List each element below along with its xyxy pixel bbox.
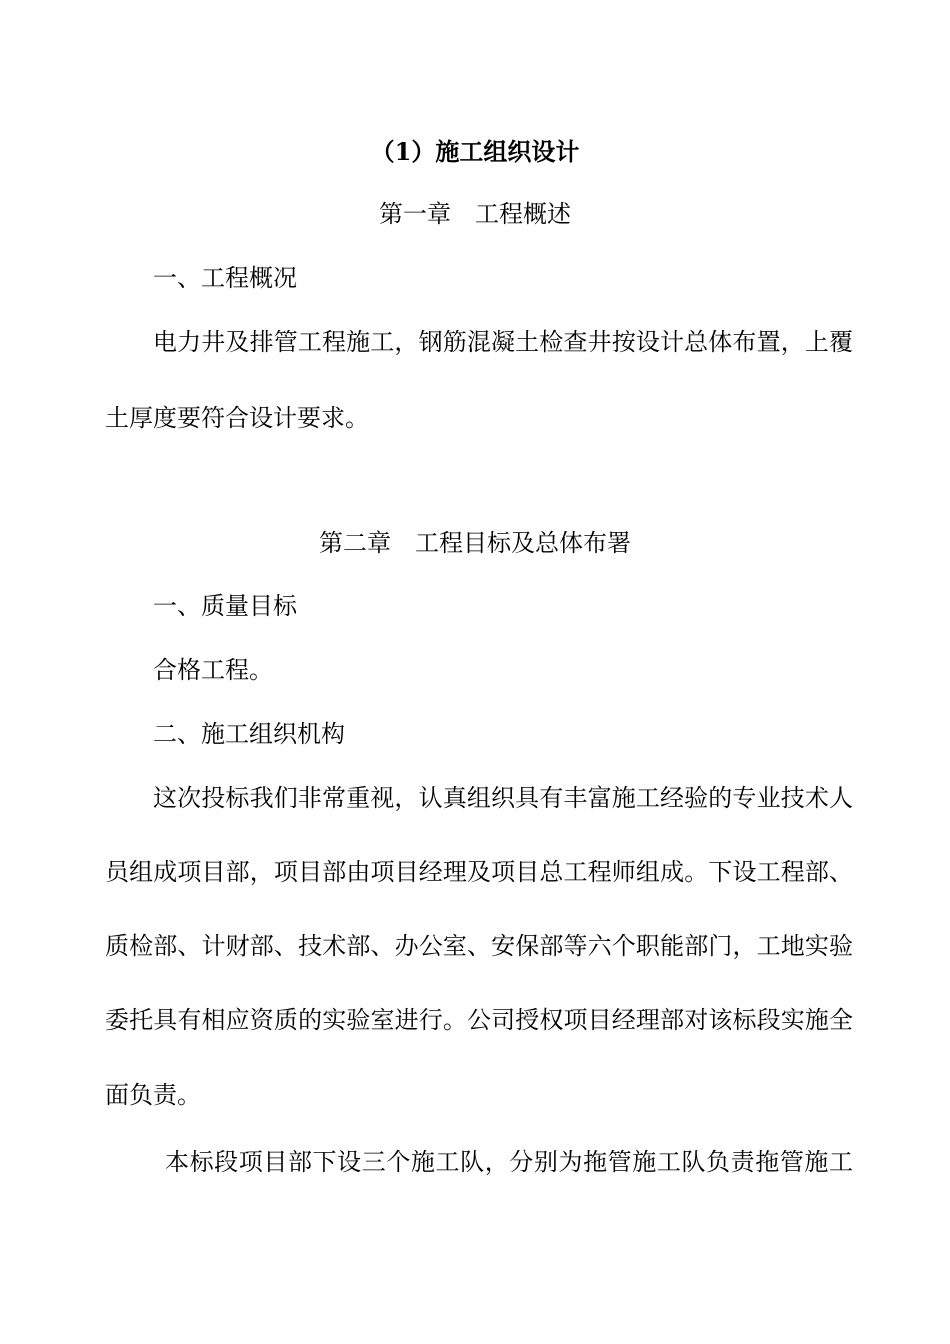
paragraph-line: 本标段项目部下设三个施工队，分别为拖管施工队负责拖管施工 — [165, 1148, 853, 1176]
paragraph-line: 这次投标我们非常重视，认真组织具有丰富施工经验的专业技术人 — [153, 784, 853, 812]
chapter-1-heading: 第一章 工程概述 — [379, 200, 571, 228]
chapter-2-heading: 第二章 工程目标及总体布署 — [319, 529, 631, 557]
paragraph-line: 合格工程。 — [153, 656, 273, 684]
section-heading-construction-organization: 二、施工组织机构 — [153, 720, 345, 748]
paragraph-line: 质检部、计财部、技术部、办公室、安保部等六个职能部门，工地实验 — [105, 932, 853, 960]
document-title: （1）施工组织设计 — [370, 137, 580, 166]
paragraph-line: 委托具有相应资质的实验室进行。公司授权项目经理部对该标段实施全 — [105, 1006, 853, 1034]
section-heading-quality-target: 一、质量目标 — [153, 592, 297, 620]
paragraph-line: 土厚度要符合设计要求。 — [105, 404, 369, 432]
paragraph-line: 电力井及排管工程施工，钢筋混凝土检查井按设计总体布置，上覆 — [153, 328, 853, 356]
paragraph-line: 面负责。 — [105, 1081, 201, 1109]
paragraph-line: 员组成项目部，项目部由项目经理及项目总工程师组成。下设工程部、 — [105, 858, 853, 886]
section-heading-project-overview: 一、工程概况 — [153, 264, 297, 292]
